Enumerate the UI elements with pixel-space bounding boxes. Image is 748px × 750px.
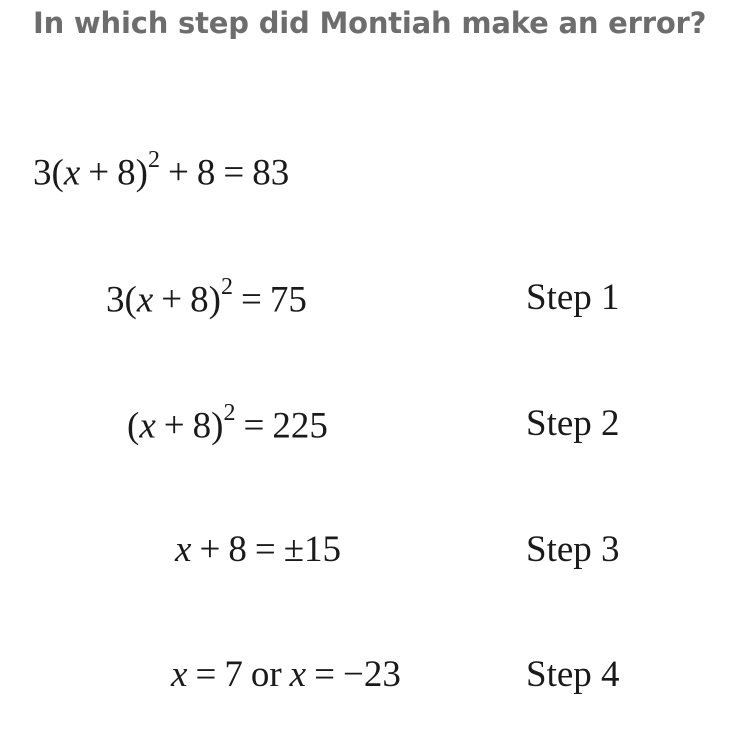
right-hand-side: 83 — [252, 152, 290, 194]
step-1-label: Step 1 — [526, 277, 620, 318]
number: 8 — [117, 152, 136, 194]
variable: x — [139, 405, 156, 447]
step-3-equation — [175, 531, 341, 568]
exponent: 2 — [147, 147, 160, 173]
equals-sign: = — [223, 152, 245, 194]
solution-value: 7 — [224, 654, 243, 695]
step-4-label: Step 4 — [526, 654, 620, 695]
or-word: or — [250, 654, 282, 695]
equals-sign: = — [243, 405, 265, 447]
right-hand-side: 75 — [269, 279, 307, 321]
question-title: In which step did Montiah make an error? — [33, 6, 707, 40]
left-paren: ( — [127, 405, 140, 447]
variable: x — [175, 529, 192, 570]
step-2-equation — [127, 400, 328, 447]
operator: + — [161, 279, 183, 321]
left-paren: ( — [124, 279, 137, 321]
variable: x — [171, 654, 188, 695]
right-hand-side: 225 — [272, 405, 328, 447]
coefficient: 3 — [106, 279, 125, 321]
exponent: 2 — [223, 400, 236, 426]
right-paren: ) — [211, 405, 224, 447]
solution-value: −23 — [342, 654, 401, 695]
right-hand-side: ±15 — [283, 529, 341, 570]
equals-sign: = — [254, 529, 276, 570]
step-4-equation — [171, 656, 401, 693]
operator: + — [88, 152, 110, 194]
number: 8 — [228, 529, 247, 570]
right-paren: ) — [135, 152, 148, 194]
coefficient: 3 — [33, 152, 52, 194]
number: 8 — [190, 279, 209, 321]
operator: + — [167, 152, 189, 194]
operator: + — [199, 529, 221, 570]
variable: x — [63, 152, 81, 194]
right-paren: ) — [208, 279, 221, 321]
equals-sign: = — [240, 279, 262, 321]
original-equation — [33, 147, 290, 194]
variable: x — [289, 654, 307, 695]
step-1-equation — [106, 274, 307, 321]
number: 8 — [192, 405, 212, 447]
step-2-label: Step 2 — [526, 403, 620, 444]
constant: 8 — [196, 152, 216, 194]
variable: x — [136, 279, 154, 321]
step-3-label: Step 3 — [526, 529, 620, 570]
operator: + — [163, 405, 185, 447]
equals-sign: = — [195, 654, 217, 695]
exponent: 2 — [220, 274, 233, 300]
left-paren: ( — [51, 152, 64, 194]
equals-sign: = — [314, 654, 335, 695]
